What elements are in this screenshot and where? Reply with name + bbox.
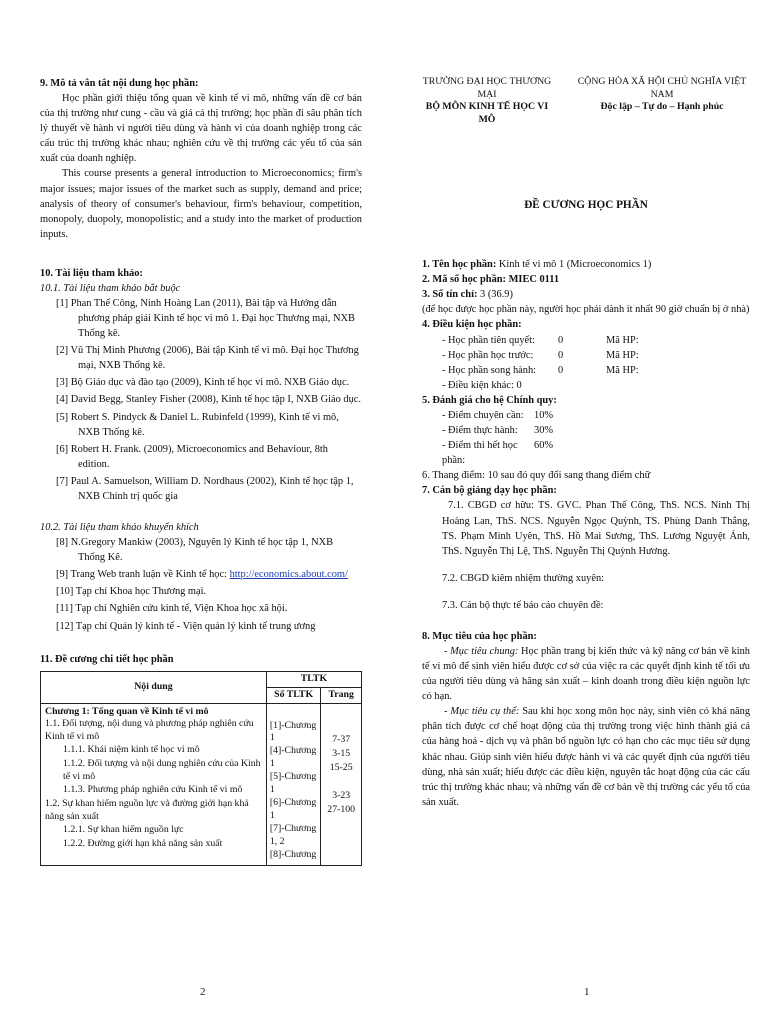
- national-motto: Độc lập – Tự do – Hạnh phúc: [600, 101, 724, 113]
- item-1: [422, 257, 750, 272]
- condition-name: - Học phần song hành:: [442, 364, 537, 376]
- evaluation-name: - Điểm chuyên cần:: [442, 409, 524, 421]
- header-right: [574, 76, 750, 127]
- goal-specific-text: Sau khi học xong môn học này, sinh viên có khả năng phân tích được cơ chế hoạt động của thị trường trong việc hình thành giá cả của hàng hoá - dịch vụ và phân bổ nguồn lực có hạn cho các mục tiêu sử dụng khác nhau. Giúp sinh viên hiểu được hành vi và các quyết định của người tiêu dùng, nhà sản xuất; hiểu được các điều kiện, nguyên tắc hoạt động của các cấu trúc thị trường khác nhau; và những vấn đề cơ bản về thị trường các yếu tố của sản xuất.: [422, 706, 751, 808]
- sec11-title: 11. Đề cương chi tiết học phần: [40, 653, 174, 665]
- goal-general-label: - Mục tiêu chung:: [444, 645, 519, 657]
- outline-item: 1.1. Đối tượng, nội dung và phương pháp nghiên cứu Kinh tế vi mô: [45, 718, 254, 743]
- evaluation-value: 30%: [534, 425, 554, 437]
- department-name: BỘ MÔN KINH TẾ HỌC VI MÔ: [425, 101, 549, 126]
- condition-value: 0: [558, 349, 564, 361]
- header-left: [422, 76, 552, 127]
- condition-value: 0: [558, 334, 564, 346]
- page-value: 27-100: [327, 803, 356, 815]
- condition-other-text: - Điều kiện khác: 0: [442, 379, 522, 391]
- outline-item: 1.1.1. Khái niệm kinh tế học vi mô: [63, 744, 200, 756]
- page-number-right: 1: [584, 986, 590, 998]
- item-label: 1. Tên học phần:: [422, 259, 497, 271]
- course-outline-table: [40, 671, 362, 866]
- outline-item: 1.2.2. Đường giới hạn khả năng sản xuất: [63, 837, 223, 849]
- page-value: 3-23: [332, 789, 351, 801]
- column-header-trang: Trang: [321, 687, 362, 703]
- encouraged-references: [40, 535, 362, 633]
- condition-name: - Học phần học trước:: [442, 349, 534, 361]
- reference-value: [7]-Chương 1, 2: [269, 822, 317, 847]
- condition-value: 0: [558, 364, 564, 376]
- right-page: [422, 76, 750, 810]
- outline-item: 1.2. Sự khan hiếm nguồn lực và đường giới hạn khả năng sản xuất: [45, 798, 249, 823]
- outline-item: 1.2.1. Sự khan hiếm nguồn lực: [63, 823, 184, 835]
- item-7-2: 7.2. CBGD kiêm nhiệm thường xuyên:: [442, 572, 605, 584]
- evaluation-name: - Điểm thực hành:: [442, 425, 518, 437]
- sec9-vietnamese-text: Học phần giới thiệu tổng quan về kinh tế vi mô, những vấn đề cơ bản của thị trường như cung - cầu và giá cả thị trường; học phần đi sâu phân tích lý thuyết về hành vi người tiêu dùng và hành vi của doanh nghiệp trong các cấu trúc thị trường khác nhau; nghiên cứu về thị trường các yếu tố của sản xuất của doanh nghiệp.: [40, 93, 362, 165]
- item-value: 3 (36.9): [477, 289, 513, 301]
- item-2: 2. Mã số học phần: MIEC 0111: [422, 274, 560, 286]
- reference-item: [7] Paul A. Samuelson, William D. Nordhaus (2002), Kinh tế học tập 1, NXB Chính trị quốc gia: [56, 475, 354, 502]
- condition-code: Mã HP:: [606, 334, 639, 346]
- reference-item: [2] Vũ Thị Minh Phương (2006), Bài tập Kinh tế vi mô. Đại học Thương mại, NXB Thống kê.: [56, 345, 359, 372]
- item-value: Kinh tế vi mô 1 (Microeconomics 1): [496, 259, 652, 271]
- sec10-2-subtitle: 10.2. Tài liệu tham khảo khuyến khích: [40, 522, 199, 534]
- column-header-tltk: TLTK: [266, 671, 361, 687]
- document-header: [422, 76, 750, 127]
- reference-item: [5] Robert S. Pindyck & Daniel L. Rubinfeld (1999), Kinh tế vi mô, NXB Thống kê.: [56, 411, 339, 438]
- condition-name: - Học phần tiên quyết:: [442, 334, 535, 346]
- reference-item: [10] Tạp chí Khoa học Thương mại.: [56, 586, 207, 598]
- evaluation-row: [422, 438, 750, 468]
- item-6: 6. Thang điểm: 10 sau đó quy đổi sang thang điểm chữ: [422, 470, 651, 482]
- reference-item: [40, 567, 362, 582]
- evaluation-row: [422, 408, 750, 423]
- table-body-row: [41, 703, 362, 865]
- item-label: 3. Số tín chỉ:: [422, 289, 478, 301]
- page-cell: [321, 703, 362, 865]
- reference-item: [4] David Begg, Stanley Fisher (2008), Kinh tế học tập I, NXB Giáo dục.: [56, 394, 362, 406]
- reference-item: [3] Bộ Giáo dục và đào tạo (2009), Kinh tế học vi mô. NXB Giáo dục.: [56, 377, 350, 389]
- evaluation-value: 60%: [534, 440, 554, 452]
- reference-item: [8] N.Gregory Mankiw (2003), Nguyên lý Kinh tế học tập 1, NXB Thống Kê.: [56, 537, 334, 564]
- item-3: [422, 287, 750, 302]
- sec9-english-text: This course presents a general introduction to Microeconomics; firm's major issues; major issues of the market such as supply, demand and price; analysis of theory of consumer's behaviour, firm's behaviour, competition, monopoly, duopoly, monopolistic; and a study into the market of production inputs.: [40, 168, 362, 240]
- evaluation-row: [422, 423, 750, 438]
- sec10-1-subtitle: 10.1. Tài liệu tham khảo bắt buộc: [40, 282, 181, 294]
- outline-item: 1.1.2. Đối tượng và nội dung nghiên cứu của Kinh tế vi mô: [63, 758, 261, 783]
- reference-value: [6]-Chương 1: [269, 797, 317, 821]
- reference-text: [9] Trang Web tranh luận về Kinh tế học:: [56, 569, 230, 581]
- sec9-title: 9. Mô tả vắn tắt nội dung học phần:: [40, 78, 199, 89]
- reference-item: [12] Tạp chí Quản lý kinh tế - Viện quản lý kinh tế trung ương: [56, 620, 316, 632]
- outline-item: 1.1.3. Phương pháp nghiên cứu Kinh tế vi mô: [63, 784, 243, 796]
- economics-link[interactable]: http://economics.about.com/: [229, 569, 348, 581]
- reference-item: [11] Tạp chí Nghiên cứu kinh tế, Viện Khoa học xã hội.: [56, 603, 288, 615]
- goal-specific-label: - Mục tiêu cụ thể:: [444, 706, 520, 718]
- content-cell: [41, 703, 267, 865]
- condition-code: Mã HP:: [606, 364, 639, 376]
- item-4: 4. Điều kiện học phần:: [422, 319, 522, 331]
- page-value: 3-15: [332, 747, 351, 759]
- condition-other: [422, 378, 750, 393]
- condition-code: Mã HP:: [606, 349, 639, 361]
- sec10-title: 10. Tài liệu tham khảo:: [40, 267, 143, 279]
- item-7-1: 7.1. CBGD cơ hữu: TS. GVC. Phan Thế Công, ThS. NCS. Ninh Thị Hoàng Lan, ThS. NCS. Nguyễn Ngọc Quỳnh, TS. Phùng Danh Thắng, TS. Phạm Minh Uyên, ThS. Hồ Mai Sương, ThS. Lương Nguyệt Ánh, ThS. Nguyễn Thị Lệ, ThS. Nguyễn Thị Quỳnh Hương.: [442, 500, 750, 557]
- item-5: 5. Đánh giá cho hệ Chính quy:: [422, 394, 557, 406]
- required-references: [40, 296, 362, 504]
- reference-item: [6] Robert H. Frank. (2009), Microeconomics and Behaviour, 8th edition.: [56, 443, 328, 470]
- reference-value: [8]-Chương: [269, 848, 317, 860]
- reference-item: [1] Phan Thế Công, Ninh Hoàng Lan (2011), Bài tập và Hướng dẫn phương pháp giải Kinh tế học vi mô 1. Đại học Thương mại, NXB Thống kê.: [56, 298, 355, 340]
- evaluation-value: 10%: [534, 409, 554, 421]
- condition-row: [422, 348, 750, 363]
- page-value: 7-37: [332, 733, 351, 745]
- country-name: CỘNG HÒA XÃ HỘI CHỦ NGHĨA VIỆT NAM: [577, 76, 747, 100]
- page-value: 15-25: [329, 761, 353, 773]
- item-3-note: (để học được học phần này, người học phải dành ít nhất 90 giờ chuẩn bị ở nhà): [422, 304, 750, 316]
- reference-value: [4]-Chương 1: [269, 745, 317, 770]
- evaluation-name: - Điểm thi hết học phần:: [442, 440, 518, 467]
- reference-cell: [266, 703, 320, 865]
- reference-value: [5]-Chương 1: [269, 771, 317, 796]
- left-page: [40, 76, 362, 866]
- goal-specific: [422, 704, 750, 810]
- university-name: TRƯỜNG ĐẠI HỌC THƯƠNG MẠI: [422, 76, 552, 100]
- condition-row: [422, 333, 750, 348]
- goal-general: [422, 644, 750, 704]
- condition-row: [422, 363, 750, 378]
- column-header-so-tltk: Số TLTK: [266, 687, 320, 703]
- chapter-title: Chương 1: Tổng quan về Kinh tế vi mô: [45, 705, 209, 717]
- item-8: 8. Mục tiêu của học phần:: [422, 630, 537, 642]
- page-number-left: 2: [200, 986, 206, 998]
- document-title: ĐỀ CƯƠNG HỌC PHẦN: [524, 198, 648, 211]
- item-7: 7. Cán bộ giảng dạy học phần:: [422, 485, 557, 497]
- reference-value: [1]-Chương 1: [269, 719, 317, 744]
- goal-general-text: Học phần trang bị kiến thức và kỹ năng cơ bản về kinh tế vi mô để sinh viên hiểu được cơ sở của việc ra các quyết định kinh tế tối ưu của người tiêu dùng và hãng sản xuất – kinh doanh trong điều kiện nguồn lực có hạn.: [422, 645, 750, 703]
- column-header-content: Nội dung: [41, 671, 267, 703]
- item-7-3: 7.3. Cán bộ thực tế báo cáo chuyên đề:: [442, 599, 604, 611]
